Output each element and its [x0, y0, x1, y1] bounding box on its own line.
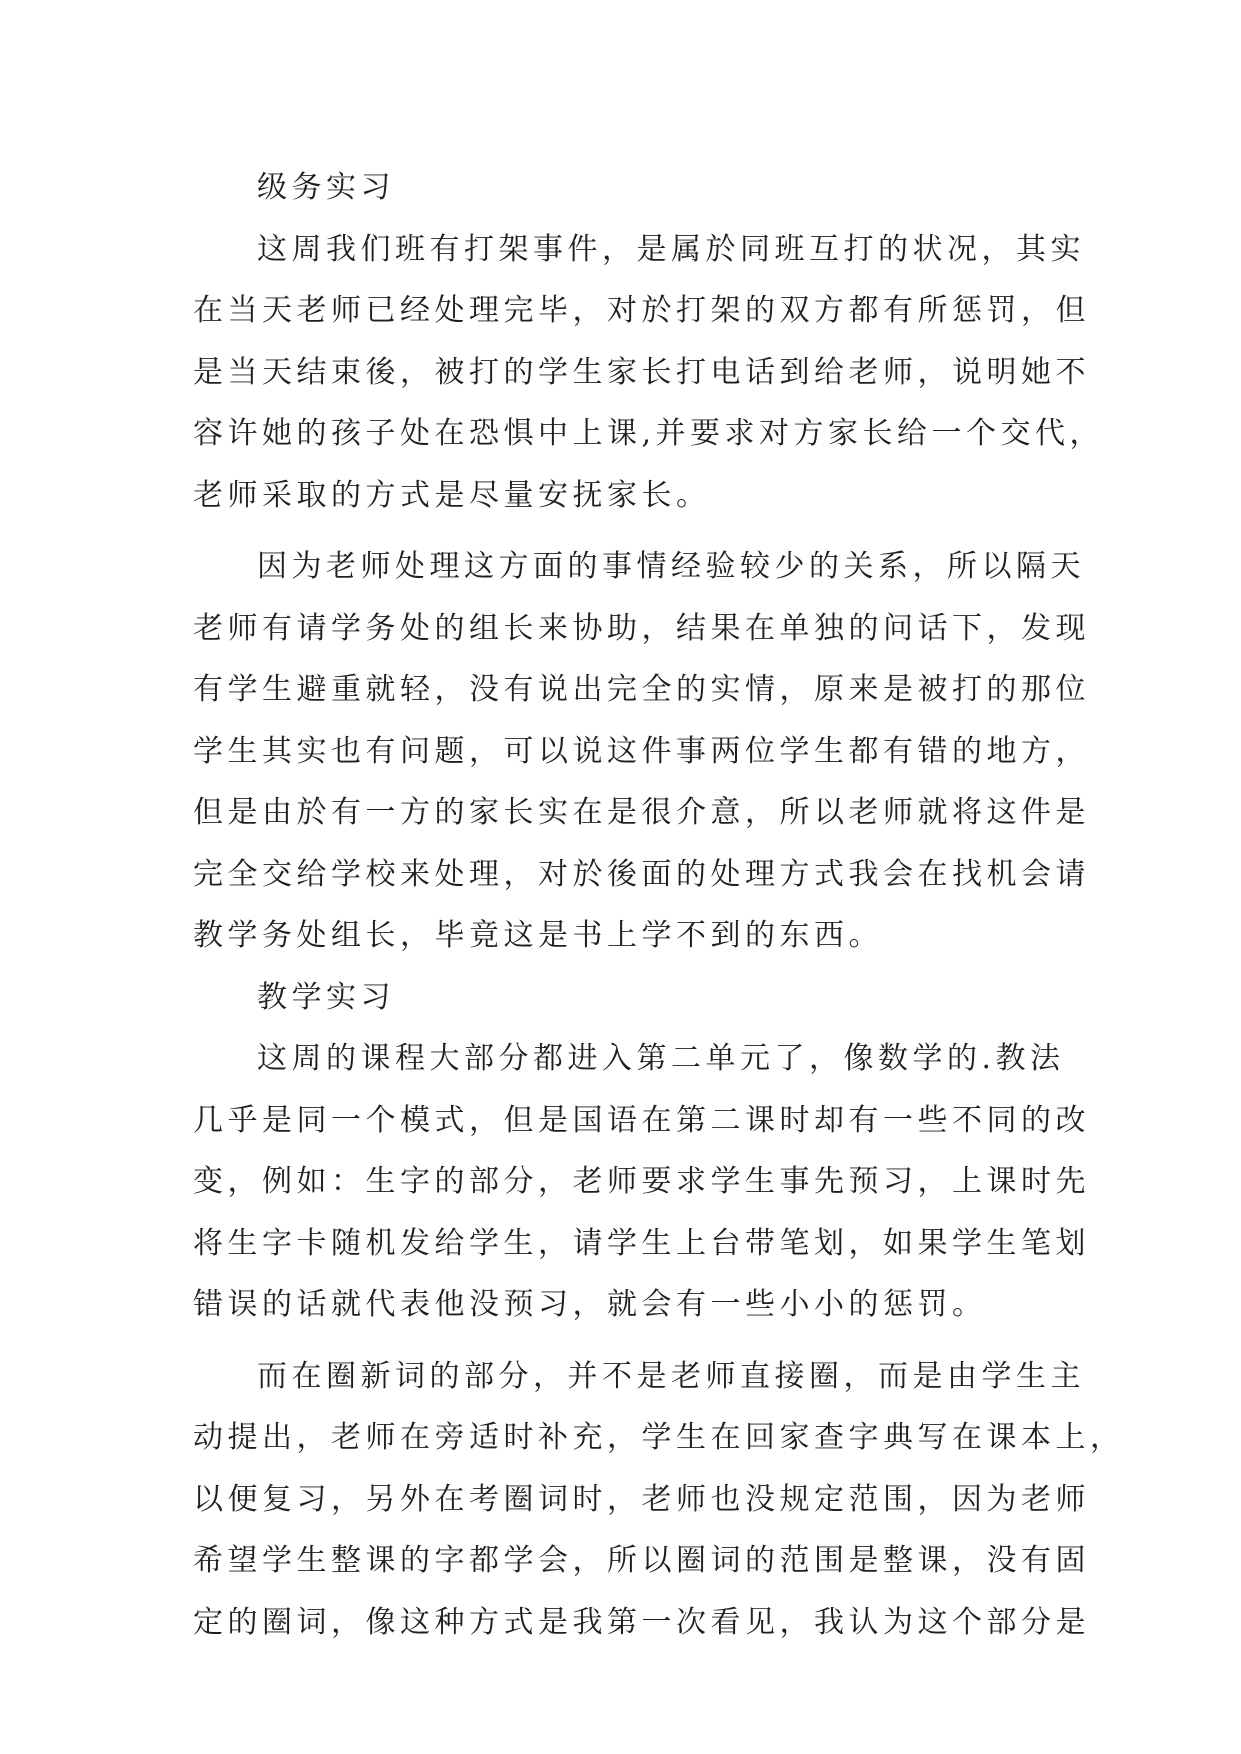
document-body: [193, 157, 1125, 1653]
text-line: 有学生避重就轻，没有说出完全的实情，原来是被打的那位: [193, 672, 1090, 707]
text-line: 但是由於有一方的家长实在是很介意，所以老师就将这件是: [193, 795, 1090, 830]
text-line: 错误的话就代表他没预习，就会有一些小小的惩罚。: [193, 1287, 987, 1322]
text-line: 教学务处组长，毕竟这是书上学不到的东西。: [193, 918, 883, 953]
section-heading-class-affairs: 级务实习: [257, 170, 395, 205]
text-line: 定的圈词，像这种方式是我第一次看见，我认为这个部分是: [193, 1604, 1090, 1640]
text-line: 这周我们班有打架事件，是属於同班互打的状况，其实: [257, 231, 1085, 267]
text-line: 几乎是同一个模式，但是国语在第二课时却有一些不同的改: [193, 1102, 1090, 1138]
text-line: 学生其实也有问题，可以说这件事两位学生都有错的地方，: [193, 733, 1090, 769]
text-line: 老师有请学务处的组长来协助，结果在单独的问话下，发现: [193, 610, 1090, 646]
text-line: 完全交给学校来处理，对於後面的处理方式我会在找机会请: [193, 856, 1090, 892]
text-line: 容许她的孩子处在恐惧中上课,并要求对方家长给一个交代，: [193, 416, 1105, 451]
text-line: 因为老师处理这方面的事情经验较少的关系，所以隔天: [257, 549, 1085, 584]
text-line: 是当天结束後，被打的学生家长打电话到给老师，说明她不: [193, 354, 1090, 390]
text-line: 以便复习，另外在考圈词时，老师也没规定范围，因为老师: [193, 1481, 1090, 1517]
paragraph-spacer: [193, 1336, 1053, 1346]
text-line: 在当天老师已经处理完毕，对於打架的双方都有所惩罚，但: [193, 293, 1090, 328]
text-line: 老师采取的方式是尽量安抚家长。: [193, 477, 711, 513]
text-line: 而在圈新词的部分，并不是老师直接圈，而是由学生主: [257, 1358, 1085, 1394]
paragraph-lesson-progress: [193, 1028, 1090, 1336]
text-line: 变，例如：生字的部分，老师要求学生事先预习，上课时先: [193, 1164, 1090, 1199]
paragraph-follow-up: [193, 536, 1090, 967]
text-line: 希望学生整课的字都学会，所以圈词的范围是整课，没有固: [193, 1543, 1090, 1578]
text-line: 动提出，老师在旁适时补充，学生在回家查字典写在课本上，: [193, 1420, 1125, 1455]
paragraph-spacer: [193, 526, 1053, 536]
text-line: 将生字卡随机发给学生，请学生上台带笔划，如果学生笔划: [193, 1225, 1090, 1261]
section-heading-teaching: 教学实习: [257, 979, 395, 1015]
paragraph-fight-incident: [193, 219, 1105, 527]
paragraph-vocabulary: [193, 1346, 1125, 1654]
text-line: 这周的课程大部分都进入第二单元了，像数学的.教法: [257, 1041, 1065, 1076]
